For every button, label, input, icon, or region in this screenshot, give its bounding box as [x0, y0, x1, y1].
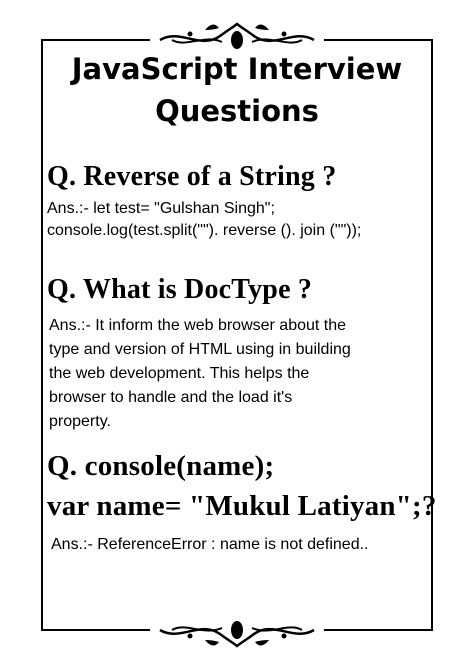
page-title-line-1: JavaScript Interview [71, 52, 403, 86]
question-2: Q. What is DocType ? [47, 274, 313, 305]
answer-1-line-2: console.log(test.split(""). reverse (). join ("")); [47, 222, 362, 239]
answer-2-line-3: the web development. This helps the [49, 365, 310, 382]
answer-2-line-1: Ans.:- It inform the web browser about the [49, 317, 347, 334]
answer-2-line-4: browser to handle and the load it's [49, 389, 293, 406]
question-3-line-1: Q. console(name); [47, 450, 275, 482]
answer-2-line-5: property. [49, 413, 111, 430]
question-3-line-2: var name= "Mukul Latiyan";? [47, 490, 437, 522]
page-title-line-2: Questions [155, 94, 319, 128]
answer-1-line-1: Ans.:- let test= "Gulshan Singh"; [47, 200, 275, 217]
question-1: Q. Reverse of a String ? [47, 161, 337, 192]
answer-2-line-2: type and version of HTML using in building [49, 341, 351, 358]
answer-3-line-1: Ans.:- ReferenceError : name is not defined.. [51, 536, 369, 553]
